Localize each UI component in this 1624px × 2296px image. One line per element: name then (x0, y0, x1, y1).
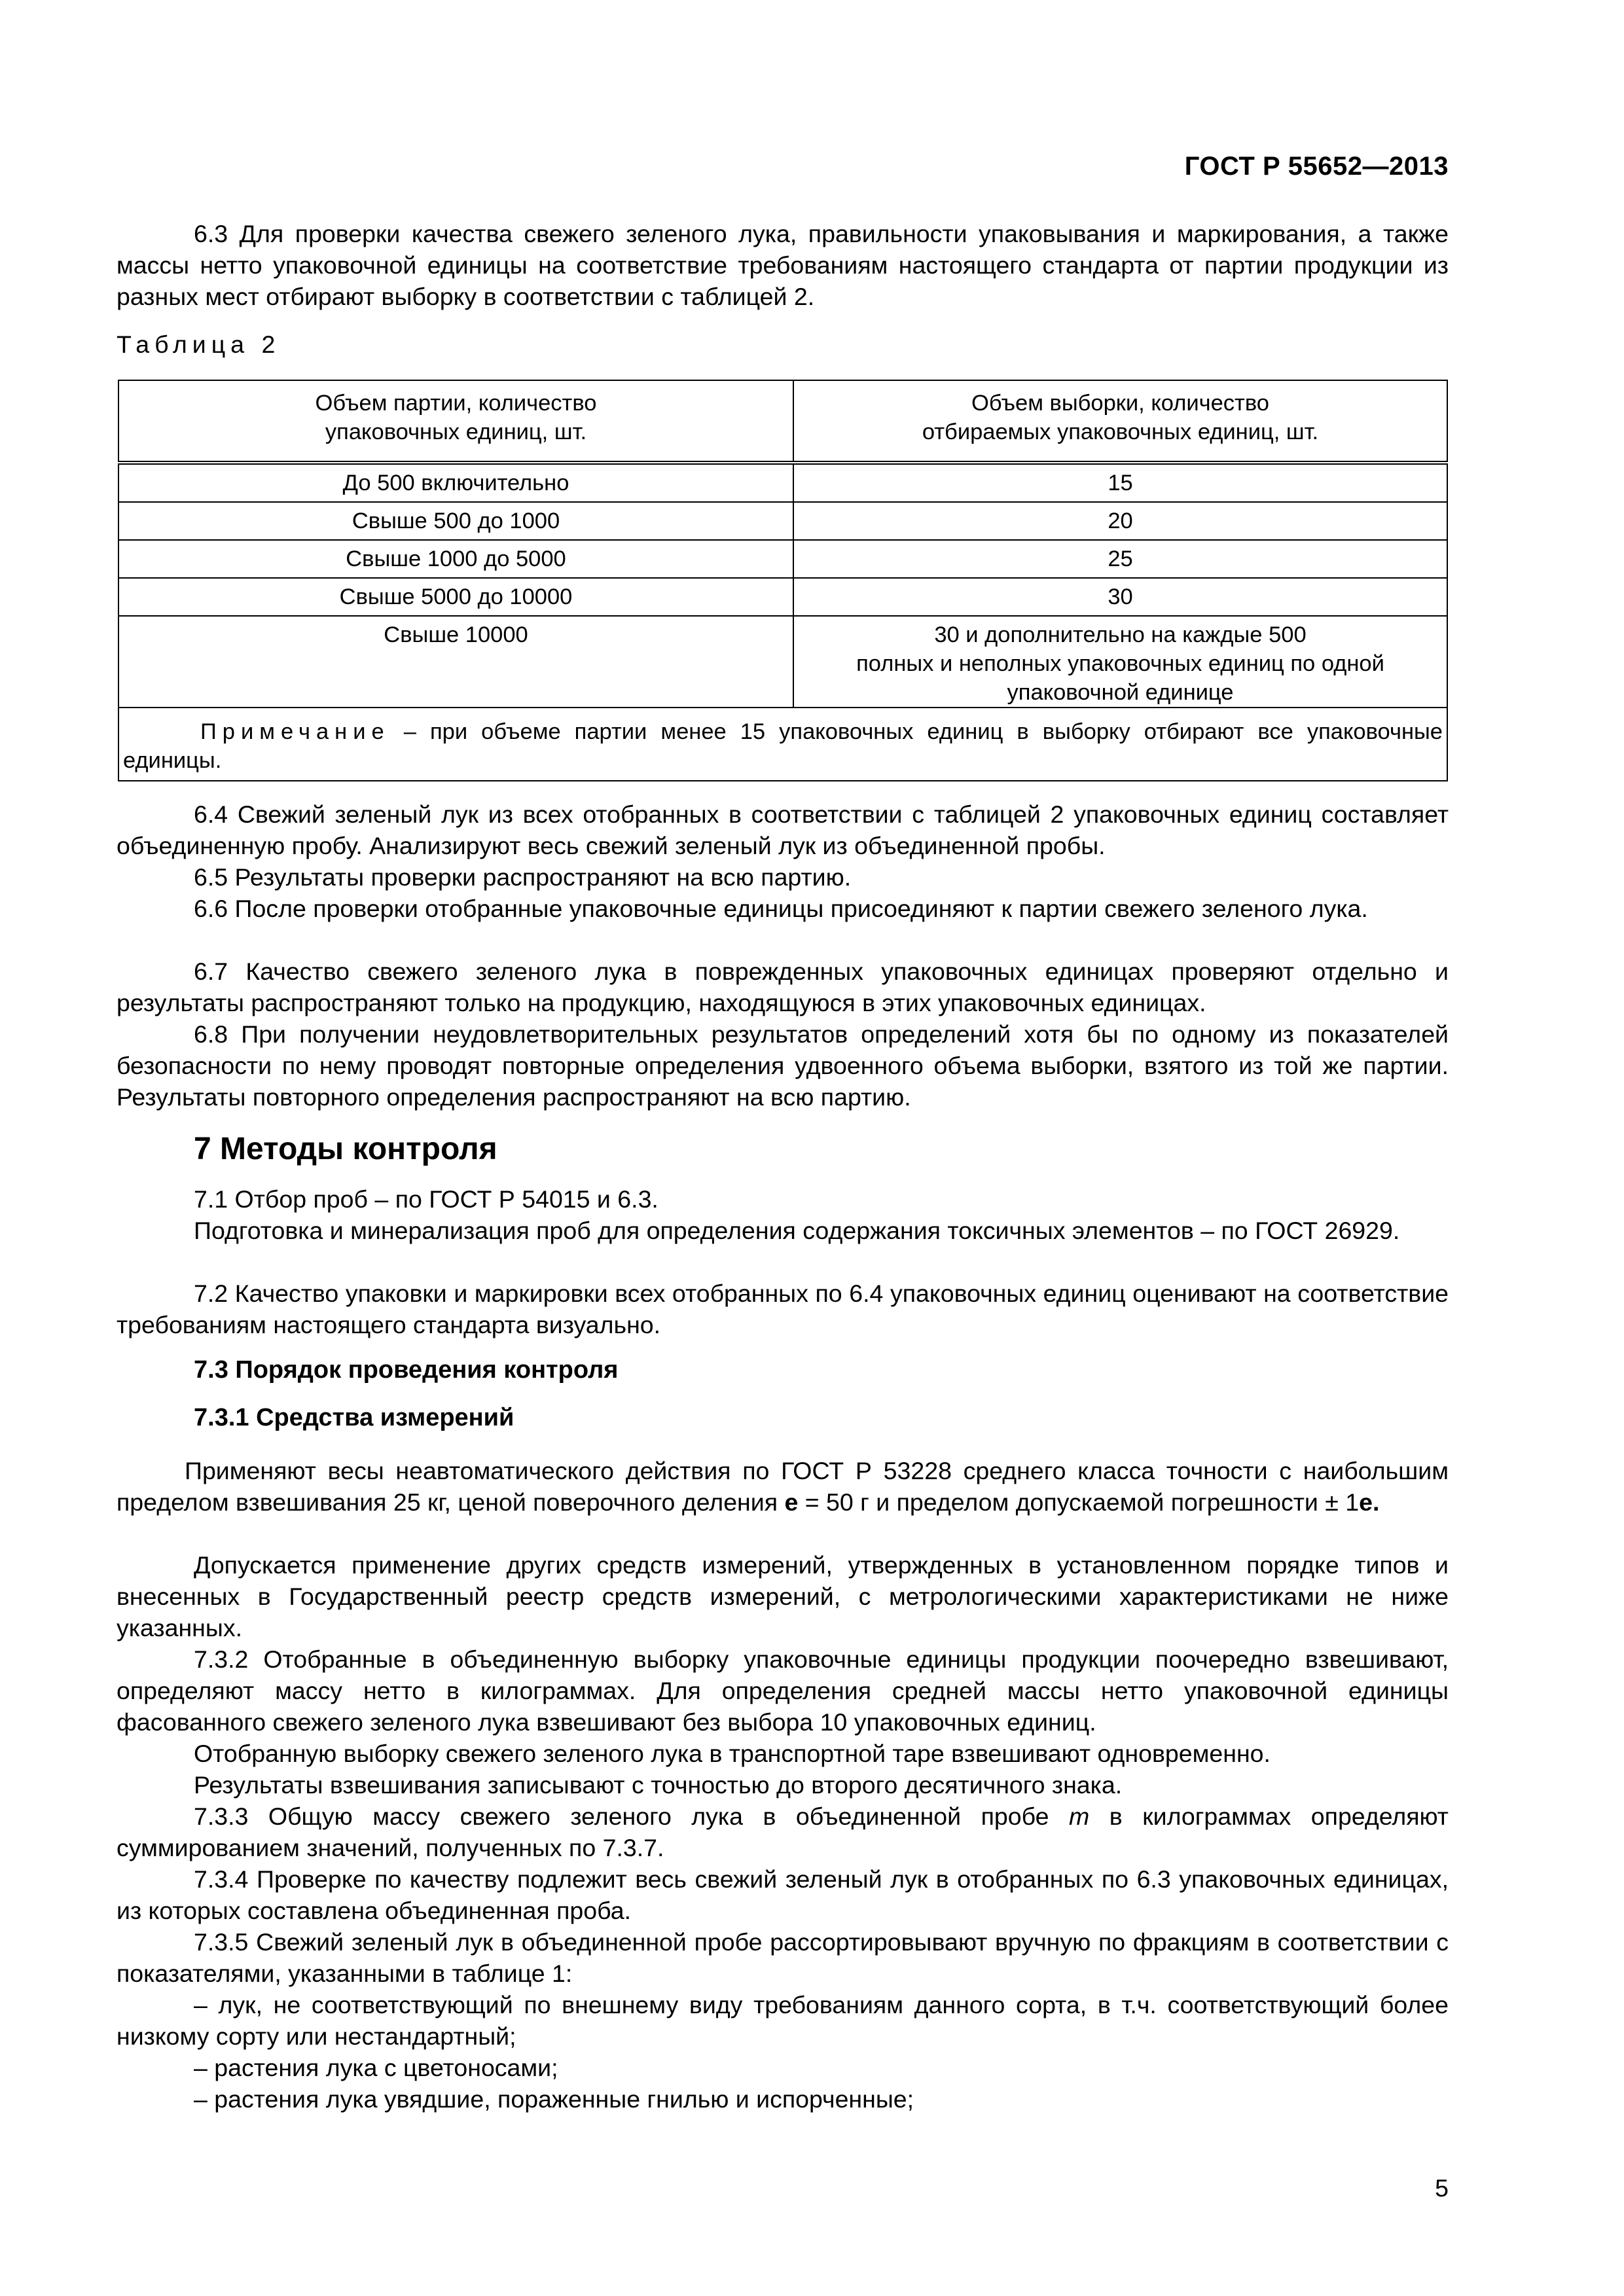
paragraph-6-8: 6.8 При получении неудовлетворительных результатов определений хотя бы по одному из показателей безопасности по нему проводят повторные определения удвоенного объема выборки, взятого из той же партии. Результаты повторного определения распространяют на всю партию. (117, 1020, 1449, 1111)
paragraph-7-1-prep: Подготовка и минерализация проб для определения содержания токсичных элементов – по ГОСТ 26929. (194, 1217, 1400, 1244)
p7-3-3-text-a: 7.3.3 Общую массу свежего зеленого лука в объединенной пробе (194, 1803, 1049, 1830)
cell-batch: Свыше 500 до 1000 (118, 502, 793, 540)
cell-batch: До 500 включительно (118, 463, 793, 502)
cell-line: 30 и дополнительно на каждые 500 (934, 622, 1307, 647)
paragraph-7-2: 7.2 Качество упаковки и маркировки всех отобранных по 6.4 упаковочных единиц оценивают на соответствие требованиям настоящего стандарта визуально. (117, 1280, 1449, 1338)
heading-7-3: 7.3 Порядок проведения контроля (194, 1356, 619, 1384)
paragraph-alternatives: Допускается применение других средств измерений, утвержденных в установленном порядке типов и внесенных в Государственный реестр средств измерений, с метрологическими характеристиками не ниже указанных. (117, 1551, 1449, 1641)
cell-batch: Свыше 1000 до 5000 (118, 540, 793, 578)
table-note (118, 708, 1447, 781)
heading-7-3-1: 7.3.1 Средства измерений (194, 1404, 514, 1431)
cell-sample: 25 (793, 540, 1447, 578)
document-header-id: ГОСТ Р 55652—2013 (1184, 152, 1449, 181)
table-caption: Таблица 2 (117, 331, 281, 358)
note-label: Примечание (200, 719, 390, 744)
header-text: упаковочных единиц, шт. (325, 420, 587, 444)
table-note-row (118, 708, 1447, 781)
cell-line: упаковочной единице (1007, 680, 1234, 705)
cell-batch: Свыше 5000 до 10000 (118, 578, 793, 616)
paragraph-7-1: 7.1 Отбор проб – по ГОСТ Р 54015 и 6.3. (194, 1185, 659, 1213)
cell-sample: 20 (793, 502, 1447, 540)
scales-text-a: Применяют весы неавтоматического действия по ГОСТ Р 53228 среднего класса точности с наибольшим пределом взвешивания 25 кг, ценой поверочного деления (117, 1457, 1449, 1516)
paragraph-6-5: 6.5 Результаты проверки распространяют на всю партию. (194, 863, 852, 891)
list-item: – растения лука с цветоносами; (194, 2054, 558, 2081)
scales-symbol-e2: e. (1359, 1488, 1380, 1516)
table-row (118, 540, 1447, 578)
page-number: 5 (1435, 2174, 1449, 2202)
header-text: Объем партии, количество (315, 391, 597, 416)
paragraph-transport: Отобранную выборку свежего зеленого лука в транспортной таре взвешивают одновременно. (194, 1740, 1271, 1767)
note-text: – при объеме партии менее 15 упаковочных единиц в выборку отбирают все упаковочные единицы. (123, 719, 1443, 773)
cell-sample: 30 (793, 578, 1447, 616)
table-row (118, 616, 1447, 708)
scales-text-b: = 50 г и пределом допускаемой погрешности ± 1 (804, 1488, 1360, 1516)
p7-3-3-text-b: в килограммах определяют суммированием значений, полученных по 7.3.7. (117, 1803, 1449, 1861)
cell-sample: 15 (793, 463, 1447, 502)
cell-line: полных и неполных упаковочных единиц по одной (856, 651, 1384, 676)
paragraph-7-3-3 (117, 1801, 1449, 1863)
paragraph-results: Результаты взвешивания записывают с точностью до второго десятичного знака. (194, 1771, 1123, 1799)
mass-symbol-m: m (1069, 1803, 1090, 1830)
table-row (118, 463, 1447, 502)
list-item: – растения лука увядшие, пораженные гнилью и испорченные; (194, 2085, 914, 2113)
table-header-batch (118, 380, 793, 463)
paragraph-6-3: 6.3 Для проверки качества свежего зеленого лука, правильности упаковывания и маркирования, а также массы нетто упаковочной единицы на соответствие требованиям настоящего стандарта от партии продукции из разных мест отбирают выборку в соответствии с таблицей 2. (117, 220, 1449, 310)
paragraph-7-3-5: 7.3.5 Свежий зеленый лук в объединенной пробе рассортировывают вручную по фракциям в соответствии с показателями, указанными в таблице 1: (117, 1928, 1449, 1987)
table-2 (118, 380, 1448, 781)
scales-symbol-e: e (784, 1488, 799, 1516)
paragraph-6-4: 6.4 Свежий зеленый лук из всех отобранных в соответствии с таблицей 2 упаковочных единиц составляет объединенную пробу. Анализируют весь свежий зеленый лук из объединенной пробы. (117, 800, 1449, 859)
list-item: – лук, не соответствующий по внешнему виду требованиям данного сорта, в т.ч. соответствующий более низкому сорту или нестандартный; (117, 1991, 1449, 2050)
header-text: Объем выборки, количество (971, 391, 1269, 416)
paragraph-7-3-4: 7.3.4 Проверке по качеству подлежит весь свежий зеленый лук в отобранных по 6.3 упаковочных единицах, из которых составлена объединенная проба. (117, 1865, 1449, 1924)
paragraph-scales (117, 1455, 1449, 1518)
paragraph-6-7: 6.7 Качество свежего зеленого лука в поврежденных упаковочных единицах проверяют отдельно и результаты распространяют только на продукцию, находящуюся в этих упаковочных единицах. (117, 958, 1449, 1016)
cell-sample (793, 616, 1447, 708)
paragraph-6-6: 6.6 После проверки отобранные упаковочные единицы присоединяют к партии свежего зеленого лука. (194, 895, 1368, 922)
cell-batch: Свыше 10000 (118, 616, 793, 708)
header-text: отбираемых упаковочных единиц, шт. (922, 420, 1319, 444)
table-header-sample (793, 380, 1447, 463)
table-row (118, 502, 1447, 540)
table-row (118, 578, 1447, 616)
table-header-row (118, 380, 1447, 463)
paragraph-7-3-2: 7.3.2 Отобранные в объединенную выборку упаковочные единицы продукции поочередно взвешивают, определяют массу нетто в килограммах. Для определения средней массы нетто упаковочной единицы фасованного свежего зеленого лука взвешивают без выбора 10 упаковочных единиц. (117, 1645, 1449, 1736)
section-7-title: 7 Методы контроля (194, 1132, 497, 1166)
